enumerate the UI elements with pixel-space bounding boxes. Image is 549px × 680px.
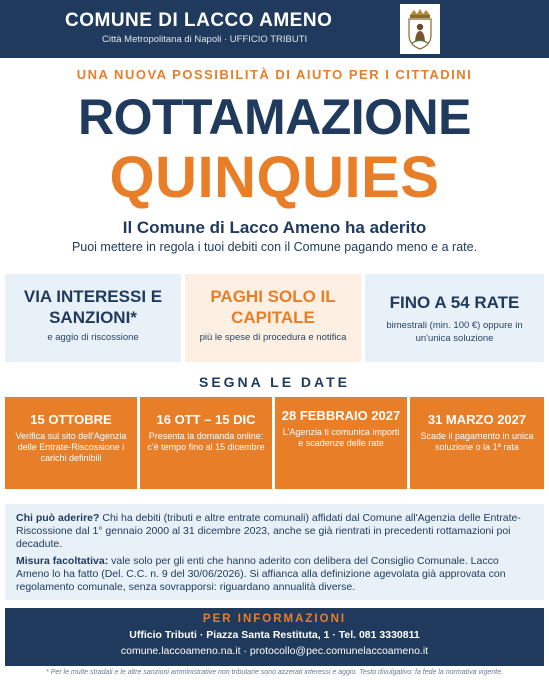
date-title: 31 MARZO 2027 <box>427 412 527 427</box>
date-title: 15 OTTOBRE <box>30 412 112 427</box>
benefit-title: FINO A 54 RATE <box>389 293 520 312</box>
hero-title-line1: ROTTAMAZIONE <box>77 89 472 145</box>
date-card-application <box>140 397 272 489</box>
date-title: 28 FEBBRAIO 2027 <box>281 408 401 423</box>
contacts-heading: PER INFORMAZIONI <box>202 613 347 625</box>
date-card-notification <box>275 397 407 489</box>
dates-heading: SEGNA LE DATE <box>198 374 350 390</box>
benefit-title: VIA INTERESSI E SANZIONI* <box>23 287 163 327</box>
adhesion-statement: Il Comune di Lacco Ameno ha aderito <box>122 218 427 237</box>
footnote: * Per le multe stradali e le altre sanzioni amministrative non tributarie sono azzerati interessi e aggio. Testo divulgativo: fa fede la normativa vigente. <box>46 669 503 676</box>
date-card-verify <box>5 397 137 489</box>
eligibility-text: Chi ha debiti (tributi e altre entrate comunali) affidati dal Comune all'Agenzia delle Entrate-Riscossione dal 1° gennaio 2000 al 31 dicembre 2023, anche se già rientrati in precedenti rottamazioni poi decadute. <box>16 512 521 550</box>
benefit-card-interests <box>5 274 181 362</box>
eligibility-label: Chi può aderire? <box>16 512 100 524</box>
benefit-desc: bimestrali (min. 100 €) oppure in un'unica soluzione <box>386 320 523 344</box>
header-banner <box>0 0 549 58</box>
optional-measure-text: vale solo per gli enti che hanno aderito con delibera del Consiglio Comunale. Lacco Ameno lo ha fatto (Del. C.C. n. 9 del 30/06/2026). Si affianca alla definizione agevolata già approvata con regolamento comunale, senza sovrapporsi: riguardano annualità diverse. <box>16 555 506 593</box>
office-subtitle: Città Metropolitana di Napoli · UFFICIO TRIBUTI <box>102 34 308 45</box>
benefit-desc: e aggio di riscossione <box>47 332 139 343</box>
date-desc: L'Agenzia ti comunica importi e scadenze delle rate <box>282 427 400 448</box>
intro-text: Puoi mettere in regola i tuoi debiti con il Comune pagando meno e a rate. <box>71 240 478 254</box>
benefit-title: PAGHI SOLO IL CAPITALE <box>210 287 336 327</box>
coat-of-arms-icon <box>400 4 440 54</box>
hero-title-line2: QUINQUIES <box>109 145 440 210</box>
date-desc: Presenta la domanda online: c'è tempo fino al 15 dicembre <box>147 431 265 452</box>
benefit-card-installments <box>365 274 544 362</box>
optional-measure-paragraph <box>16 555 534 594</box>
date-card-payment <box>410 397 544 489</box>
benefit-card-capital <box>185 274 361 362</box>
kicker-tagline: UNA NUOVA POSSIBILITÀ DI AIUTO PER I CITTADINI <box>76 67 473 82</box>
eligibility-info-box <box>5 504 544 600</box>
contacts-banner <box>5 608 544 666</box>
office-address-phone: Ufficio Tributi · Piazza Santa Restituta, 1 · Tel. 081 3330811 <box>129 629 420 641</box>
date-desc: Scade il pagamento in unica soluzione o la 1ª rata <box>420 431 534 452</box>
eligibility-paragraph <box>16 512 534 551</box>
benefit-desc: più le spese di procedura e notifica <box>199 332 347 343</box>
optional-measure-label: Misura facoltativa: <box>16 555 109 567</box>
municipality-title: COMUNE DI LACCO AMENO <box>65 10 333 31</box>
date-title: 16 OTT – 15 DIC <box>156 412 256 427</box>
date-desc: Verifica sul sito dell'Agenzia delle Entrate-Riscossione i carichi definibili <box>15 431 127 463</box>
web-and-pec-contacts: comune.laccoameno.na.it · protocollo@pec.comunelaccoameno.it <box>120 645 429 657</box>
